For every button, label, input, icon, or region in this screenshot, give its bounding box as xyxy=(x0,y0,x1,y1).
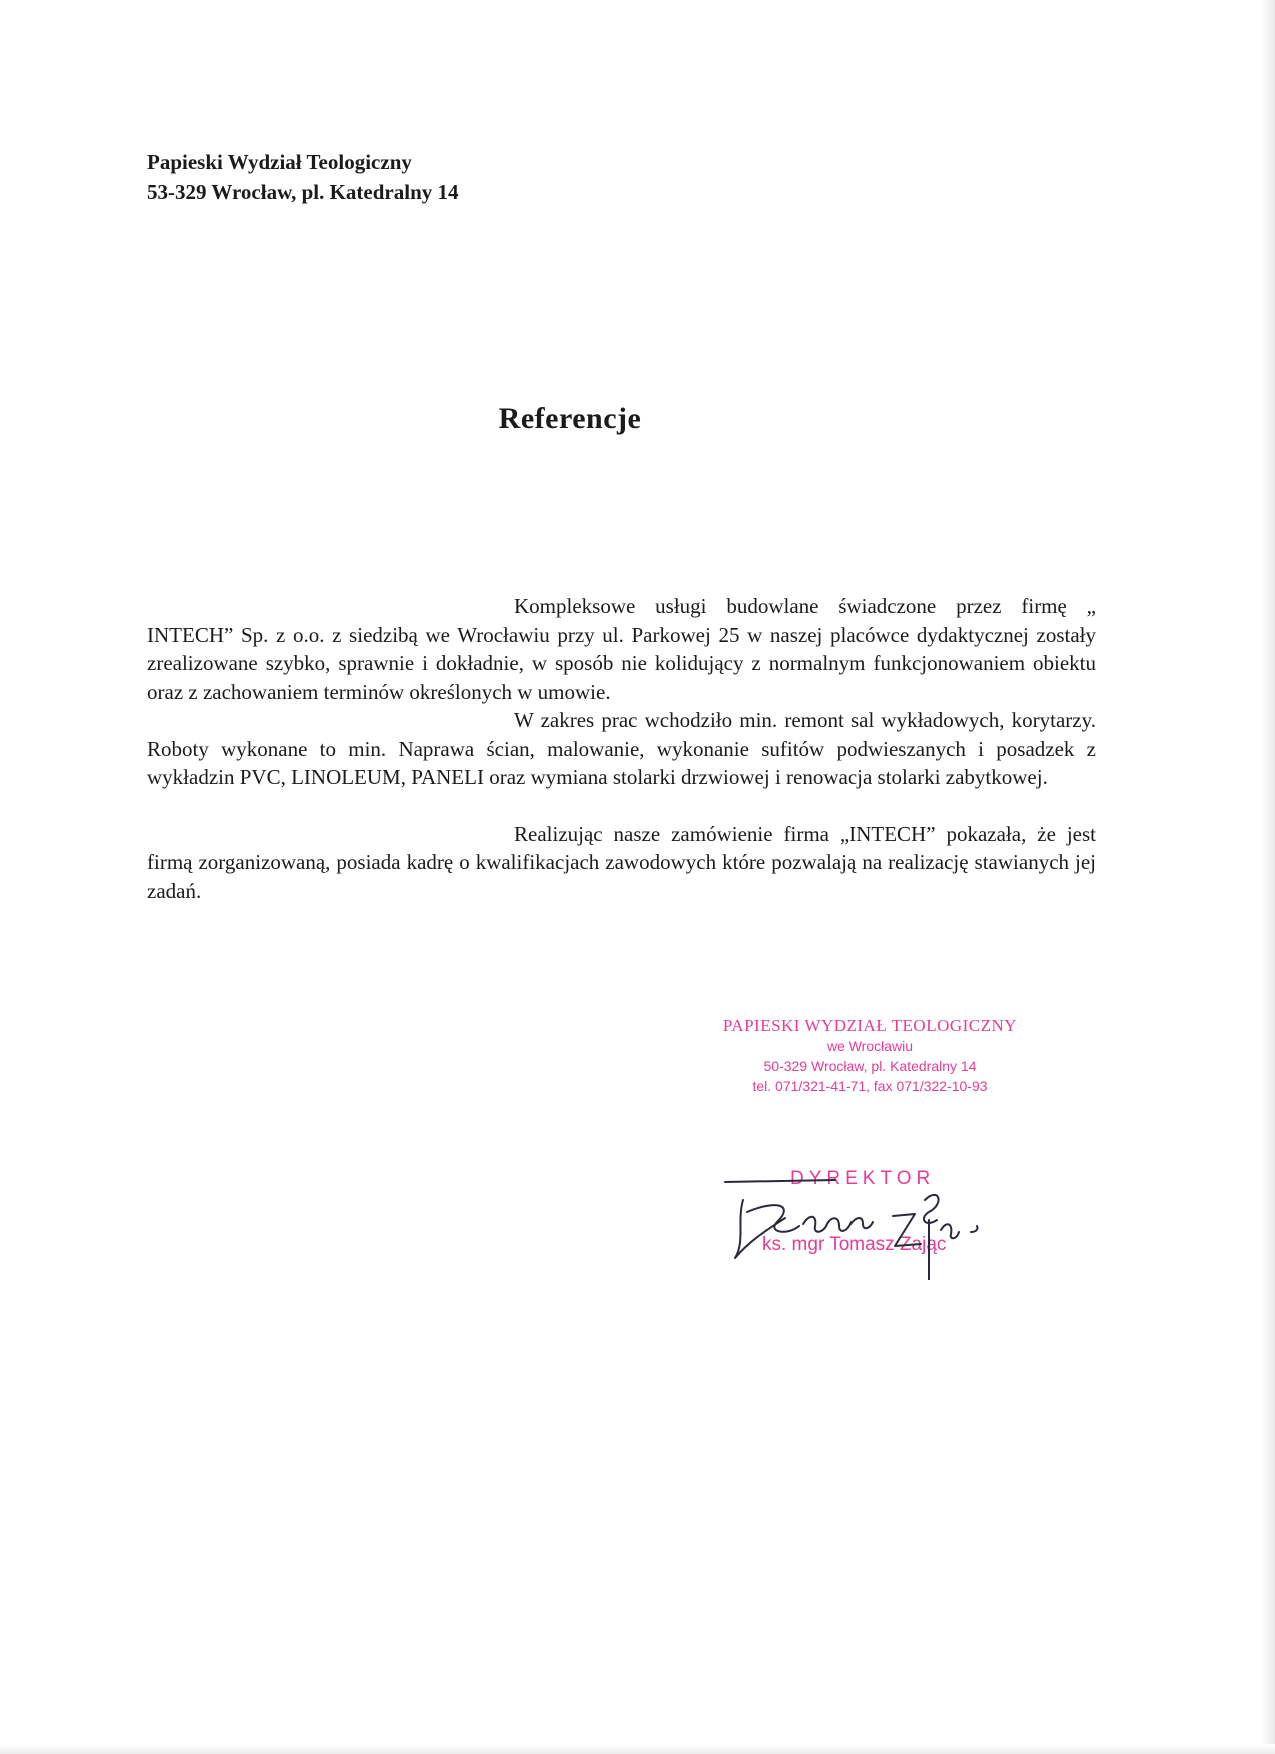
stamp-phone-fax: tel. 071/321-41-71, fax 071/322-10-93 xyxy=(752,1078,988,1094)
paragraph-conclusion: Realizując nasze zamówienie firma „INTECH” pokazała, że jest firmą zorganizowaną, posiada kadrę o kwalifikacjach zawodowych które pozwalają na realizację stawianych jej zadań. xyxy=(147,821,1096,903)
director-stamp-name: ks. mgr Tomasz Zając xyxy=(762,1234,947,1255)
stamp-organization: PAPIESKI WYDZIAŁ TEOLOGICZNY xyxy=(722,1016,1018,1035)
sender-city-address: 53-329 Wrocław, pl. Katedralny 14 xyxy=(147,180,459,204)
institution-stamp xyxy=(690,1016,1050,1096)
handwritten-signature xyxy=(715,1160,1015,1280)
stamp-city: we Wrocławiu xyxy=(826,1038,914,1054)
page-bottom-edge xyxy=(0,1744,1275,1754)
paragraph-services: Kompleksowe usługi budowlane świadczone przez firmę „ INTECH” Sp. z o.o. z siedzibą we Wrocławiu przy ul. Parkowej 25 w naszej placówce dydaktycznej zostały zrealizowane szybko, sprawnie i dokładnie, w sposób nie kolidujący z normalnym funkcjonowaniem obiektu oraz z zachowaniem terminów określonych w umowie. xyxy=(147,594,1096,704)
document-title: Referencje xyxy=(498,402,642,435)
director-stamp-title: DYREKTOR xyxy=(790,1168,936,1189)
stamp-address: 50-329 Wrocław, pl. Katedralny 14 xyxy=(763,1058,977,1074)
sender-address xyxy=(147,147,459,207)
letter-body xyxy=(147,592,1096,905)
page-edge-shadow xyxy=(1261,0,1275,1754)
paragraph-scope: W zakres prac wchodziło min. remont sal wykładowych, korytarzy. Roboty wykonane to min. Naprawa ścian, malowanie, wykonanie sufitów podwieszanych i posadzek z wykładzin PVC, LINOLEUM, PANELI oraz wymiana stolarki drzwiowej i renowacja stolarki zabytkowej. xyxy=(147,708,1096,789)
sender-name: Papieski Wydział Teologiczny xyxy=(147,150,412,174)
